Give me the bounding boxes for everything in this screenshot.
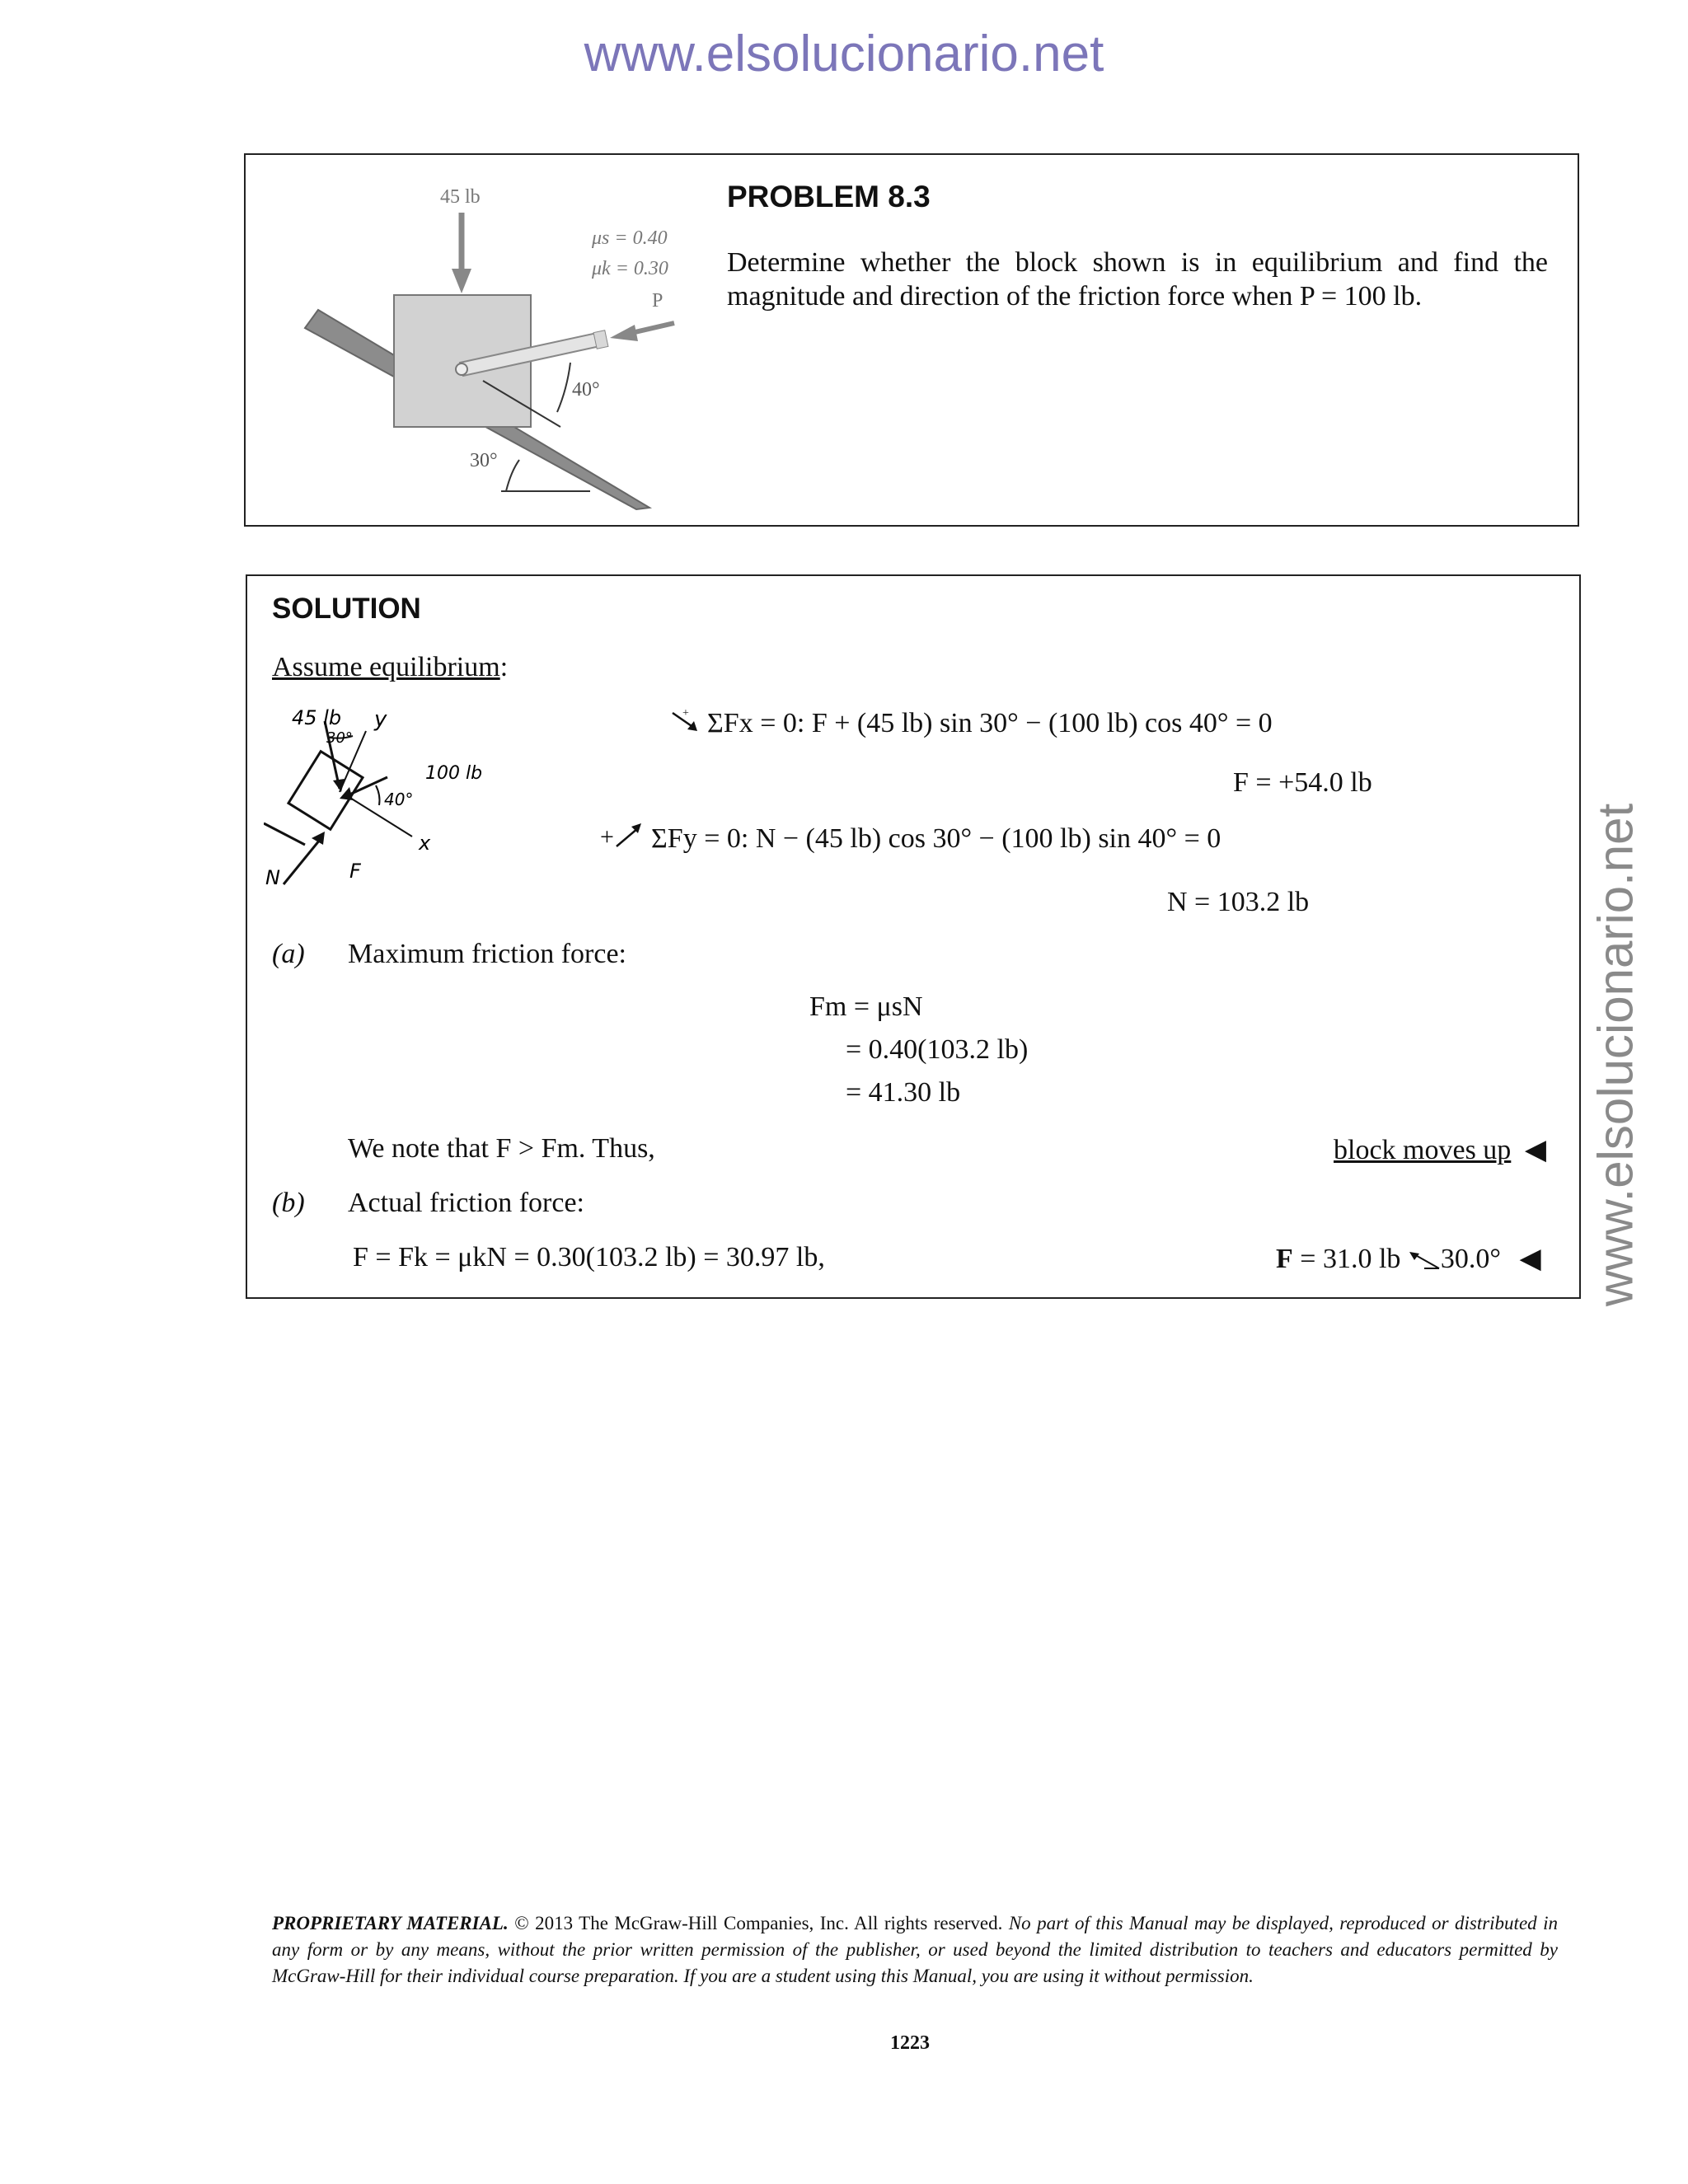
equation-sum-fy: ΣFy = 0: N − (45 lb) cos 30° − (100 lb) sin 40° = 0 bbox=[651, 823, 1221, 854]
load-arrow-head bbox=[452, 269, 471, 293]
p-label: P bbox=[652, 290, 663, 312]
answer-b bbox=[1276, 1242, 1541, 1275]
load-label: 45 lb bbox=[440, 186, 481, 208]
footer-notice bbox=[272, 1910, 1558, 1990]
answer-b-direction-icon bbox=[1408, 1250, 1441, 1272]
answer-b-value: = 31.0 lb bbox=[1292, 1244, 1401, 1274]
problem-box bbox=[244, 153, 1579, 527]
comparison-note: We note that F > Fm. Thus, bbox=[348, 1133, 655, 1164]
solution-heading: SOLUTION bbox=[272, 593, 421, 625]
page-number: 1223 bbox=[890, 2032, 930, 2054]
answer-a-text: block moves up bbox=[1334, 1135, 1512, 1165]
part-a-label: (a) bbox=[272, 939, 305, 969]
fbd-x-label: x bbox=[419, 832, 431, 855]
fbd-100-label: 100 lb bbox=[425, 763, 483, 784]
fbd-arc-40 bbox=[376, 785, 380, 805]
answer-b-angle: 30.0° bbox=[1440, 1244, 1502, 1274]
p-arrow-head bbox=[610, 325, 638, 341]
arc-40 bbox=[557, 363, 570, 412]
answer-marker-a: ◀ bbox=[1524, 1135, 1546, 1165]
part-b-text: Actual friction force: bbox=[348, 1188, 584, 1218]
p-arrow-shaft bbox=[631, 323, 674, 333]
x-direction-arrow bbox=[671, 708, 701, 738]
mu-s-label: μs = 0.40 bbox=[592, 227, 668, 249]
y-direction-arrow bbox=[600, 820, 645, 853]
fbd-100lb-line bbox=[348, 777, 387, 795]
angle-30-label: 30° bbox=[470, 450, 498, 471]
kinetic-friction-line: F = Fk = μkN = 0.30(103.2 lb) = 30.97 lb, bbox=[353, 1242, 825, 1272]
svg-text:+: + bbox=[600, 823, 614, 851]
watermark-top[interactable]: www.elsolucionario.net bbox=[584, 26, 1104, 82]
fm-line-3: = 41.30 lb bbox=[846, 1077, 961, 1108]
rod-pin bbox=[456, 363, 467, 375]
mu-k-label: μk = 0.30 bbox=[592, 258, 668, 279]
fbd-y-label: y bbox=[374, 707, 387, 732]
problem-figure bbox=[295, 171, 938, 518]
angle-40-label: 40° bbox=[572, 379, 600, 401]
fbd-30-label: 30° bbox=[326, 729, 353, 747]
free-body-diagram bbox=[264, 700, 511, 898]
fm-line-2: = 0.40(103.2 lb) bbox=[846, 1034, 1029, 1065]
fbd-n-line bbox=[264, 823, 305, 845]
part-b-label: (b) bbox=[272, 1188, 305, 1218]
equation-sum-fx: ΣFx = 0: F + (45 lb) sin 30° − (100 lb) cos 40° = 0 bbox=[707, 708, 1273, 738]
answer-b-vector: F bbox=[1276, 1244, 1293, 1274]
problem-title: PROBLEM 8.3 bbox=[727, 180, 931, 213]
answer-marker-b: ◀ bbox=[1519, 1244, 1541, 1274]
assume-line: Assume equilibrium: bbox=[272, 652, 509, 682]
footer-copyright: © 2013 The McGraw-Hill Companies, Inc. All rights reserved. bbox=[508, 1913, 1009, 1933]
part-a-text: Maximum friction force: bbox=[348, 939, 627, 969]
result-friction: F = +54.0 lb bbox=[1233, 767, 1372, 798]
problem-statement: Determine whether the block shown is in equilibrium and find the magnitude and direction of the friction force when P = 100 lb. bbox=[727, 247, 1548, 312]
footer-rest: No part of this Manual may be displayed, reproduced or distributed in any form or by any means, without the prior written permission of the publisher, or used beyond the limited distribution to teachers and educators permitted by McGraw-Hill for their individual course preparation. If you are a student using this Manual, you are using it without permission. bbox=[272, 1913, 1558, 1986]
fbd-load-label: 45 lb bbox=[292, 706, 342, 729]
fbd-f-line bbox=[284, 840, 320, 884]
fm-line-1: Fm = μsN bbox=[809, 991, 923, 1022]
footer-lead: PROPRIETARY MATERIAL. bbox=[272, 1913, 509, 1933]
result-normal: N = 103.2 lb bbox=[1167, 887, 1310, 917]
arc-30 bbox=[506, 460, 519, 491]
answer-a bbox=[1334, 1133, 1546, 1166]
solution-box bbox=[246, 574, 1581, 1299]
fbd-40-label: 40° bbox=[384, 790, 414, 809]
svg-text:+: + bbox=[682, 708, 689, 719]
fbd-f-label: F bbox=[349, 860, 361, 883]
fbd-n-label: N bbox=[265, 866, 280, 889]
